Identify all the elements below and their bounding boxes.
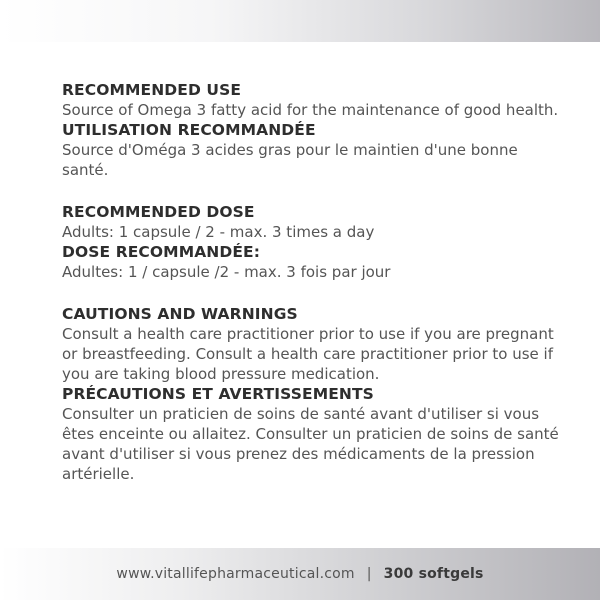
label-content xyxy=(62,80,562,506)
website-link[interactable]: www.vitallifepharmaceutical.com xyxy=(116,566,355,582)
recommended-use-text: Source of Omega 3 fatty acid for the maintenance of good health. xyxy=(62,101,559,119)
dose-recommandee-heading: DOSE RECOMMANDÉE: xyxy=(62,243,261,261)
recommended-dose-heading: RECOMMENDED DOSE xyxy=(62,203,255,221)
dose-recommandee-text: Adultes: 1 / capsule /2 - max. 3 fois par jour xyxy=(62,263,391,281)
recommended-dose-text: Adults: 1 capsule / 2 - max. 3 times a day xyxy=(62,223,375,241)
utilisation-recommandee-text: Source d'Oméga 3 acides gras pour le maintien d'une bonne santé. xyxy=(62,141,518,179)
top-gradient-band xyxy=(0,0,600,42)
cautions-section xyxy=(62,304,562,484)
cautions-heading: CAUTIONS AND WARNINGS xyxy=(62,305,298,323)
precautions-heading: PRÉCAUTIONS ET AVERTISSEMENTS xyxy=(62,385,374,403)
recommended-dose-section xyxy=(62,202,562,282)
footer-band xyxy=(0,548,600,600)
recommended-use-section xyxy=(62,80,562,180)
utilisation-recommandee-heading: UTILISATION RECOMMANDÉE xyxy=(62,121,316,139)
precautions-text: Consulter un praticien de soins de santé avant d'utiliser si vous êtes enceinte ou allaitez. Consulter un praticien de soins de santé avant d'utiliser si vous prenez des médicaments de la pression artérielle. xyxy=(62,405,559,483)
footer-separator: | xyxy=(366,566,372,582)
cautions-text: Consult a health care practitioner prior to use if you are pregnant or breastfeeding. Consult a health care practitioner prior to use if you are taking blood pressure medication. xyxy=(62,325,554,383)
recommended-use-heading: RECOMMENDED USE xyxy=(62,81,242,99)
softgel-count: 300 softgels xyxy=(383,566,484,582)
